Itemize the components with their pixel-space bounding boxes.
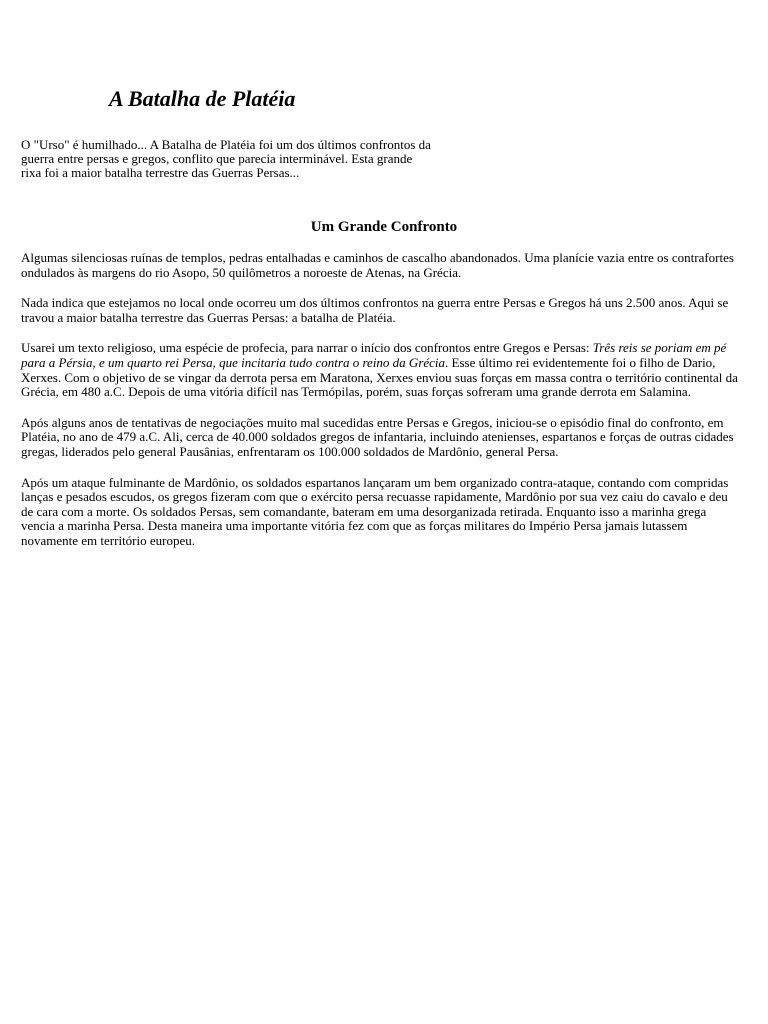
paragraph-5: Após um ataque fulminante de Mardônio, os soldados espartanos lançaram um bem organizado contra-ataque, contando com compridas lanças e pesados escudos, os gregos fizeram com que o exército persa recuasse rapidamente, Mardônio por sua vez caiu do cavalo e deu de cara com a morte. Os soldados Persas, sem comandante, bateram em uma desorganizada retirada. Enquanto isso a marinha grega vencia a marinha Persa. Desta maneira uma importante vitória fez com que as forças militares do Império Persa jamais lutassem novamente em território europeu. (21, 474, 729, 548)
paragraph-4: Após alguns anos de tentativas de negociações muito mal sucedidas entre Persas e Gregos, iniciou-se o episódio final do confronto, em Platéia, no ano de 479 a.C. Ali, cerca de 40.000 soldados gregos de infantaria, incluindo atenienses, espartanos e forças de outras cidades gregas, liderados pelo general Pausânias, enfrentaram os 100.000 soldados de Mardônio, general Persa. (21, 414, 734, 459)
prophecy-quote: Três reis se poriam em pé para a Pérsia, e um quarto rei Persa, que incitaria tudo contra o reino da Grécia (21, 340, 727, 370)
paragraph-2: Nada indica que estejamos no local onde ocorreu um dos últimos confrontos na guerra entre Persas e Gregos há uns 2.500 anos. Aqui se travou a maior batalha terrestre das Guerras Persas: a batalha de Platéia. (21, 295, 729, 325)
page-title: A Batalha de Platéia (109, 86, 296, 111)
section-title: Um Grande Confronto (310, 219, 458, 235)
paragraph-3-rest: . Esse último rei evidentemente foi o filho de Dario, Xerxes. Com o objetivo de se vingar da derrota persa em Maratona, Xerxes enviou suas forças em massa contra o território continental da Grécia, em 480 a.C. Depois de uma vitória difícil nas Termópilas, porém, suas forças sofreram uma grande derrota em Salamina. (21, 354, 738, 400)
paragraph-3-lead: Usarei um texto religioso, uma espécie de profecia, para narrar o início dos confrontos entre Gregos e Persas: (21, 340, 593, 356)
intro-paragraph: O "Urso" é humilhado... A Batalha de Platéia foi um dos últimos confrontos da guerra entre persas e gregos, conflito que parecia interminável. Esta grande rixa foi a maior batalha terrestre das Guerras Persas... (21, 137, 431, 180)
paragraph-1: Algumas silenciosas ruínas de templos, pedras entalhadas e caminhos de cascalho abandonados. Uma planície vazia entre os contrafortes ondulados às margens do rio Asopo, 50 quilômetros a noroeste de Atenas, na Grécia. (21, 250, 734, 280)
article-body (21, 251, 743, 565)
paragraph-3 (21, 341, 743, 399)
